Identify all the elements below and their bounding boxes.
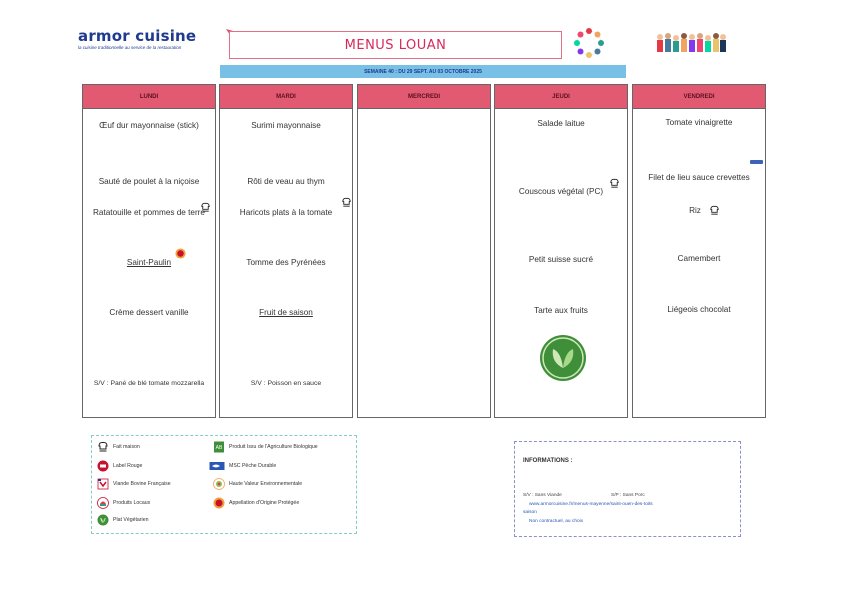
legend-item bbox=[213, 497, 299, 509]
children-group-icon bbox=[655, 30, 727, 58]
dish-main: Filet de lieu sauce crevettes bbox=[648, 173, 750, 182]
aop-icon bbox=[213, 497, 225, 509]
dish-main: Sauté de poulet à la niçoise bbox=[98, 177, 200, 186]
info-menu-link[interactable]: www.armorcuisine.fr/menus-mayenne/saint-ouen-des-toits bbox=[529, 502, 653, 507]
aop-icon bbox=[175, 248, 186, 259]
hve-icon bbox=[213, 478, 225, 490]
dish-cheese: Tomme des Pyrénées bbox=[246, 258, 326, 267]
dish-starter: Tomate vinaigrette bbox=[665, 118, 733, 127]
info-sp-note: S/P : Sans Porc bbox=[611, 493, 645, 498]
chef-hat-icon bbox=[200, 202, 211, 213]
legend-item bbox=[97, 460, 142, 472]
dish-cheese: Saint-Paulin bbox=[126, 258, 172, 267]
day-column-lundi bbox=[82, 84, 216, 418]
day-header bbox=[358, 85, 490, 109]
day-name: MARDI bbox=[276, 93, 296, 100]
msc-icon bbox=[209, 460, 225, 472]
day-name: MERCREDI bbox=[407, 93, 440, 100]
vegetarian-icon bbox=[97, 514, 109, 526]
week-range: SEMAINE 40 : DU 29 SEPT. AU 03 OCTOBRE 2025 bbox=[364, 68, 482, 75]
vegetarian-icon bbox=[539, 334, 587, 382]
day-name: JEUDI bbox=[552, 93, 570, 100]
day-header bbox=[220, 85, 352, 109]
dish-starter: Œuf dur mayonnaise (stick) bbox=[99, 121, 199, 130]
legend-label: Viande Bovine Française bbox=[113, 481, 171, 487]
day-column-vendredi bbox=[632, 84, 766, 418]
day-name: LUNDI bbox=[139, 93, 159, 100]
dish-dairy: Petit suisse sucré bbox=[528, 255, 594, 264]
day-header bbox=[495, 85, 627, 109]
information-panel bbox=[514, 441, 741, 537]
legend-label: Label Rouge bbox=[113, 463, 143, 469]
dish-dessert: Tarte aux fruits bbox=[534, 306, 588, 315]
chef-hat-icon bbox=[97, 441, 109, 453]
dish-vegetarian-alt: S/V : Pané de blé tomate mozzarella bbox=[93, 380, 205, 387]
info-season-note: saison bbox=[523, 510, 537, 515]
label-rouge-icon bbox=[97, 460, 109, 472]
info-sv-note: S/V : Sans Viande bbox=[523, 493, 562, 498]
dish-dessert: Liégeois chocolat bbox=[667, 305, 731, 314]
legend-label: MSC Pêche Durable bbox=[229, 463, 277, 469]
legend-item bbox=[213, 441, 318, 453]
legend-item bbox=[209, 460, 276, 472]
marker-bar bbox=[750, 160, 763, 164]
chef-hat-icon bbox=[609, 178, 620, 189]
week-banner bbox=[220, 65, 626, 78]
dish-side: Haricots plats à la tomate bbox=[239, 208, 333, 217]
legend-label: Haute Valeur Environnementale bbox=[229, 481, 303, 487]
french-beef-icon bbox=[97, 478, 109, 490]
legend-item bbox=[213, 478, 302, 490]
dish-main: Rôti de veau au thym bbox=[247, 177, 325, 186]
day-column-mercredi bbox=[357, 84, 491, 418]
dish-side: Ratatouille et pommes de terre bbox=[93, 208, 205, 217]
organic-ab-icon bbox=[213, 441, 225, 453]
dish-starter: Surimi mayonnaise bbox=[251, 121, 321, 130]
legend-item bbox=[97, 514, 148, 526]
dish-starter: Salade laitue bbox=[537, 119, 585, 128]
svg-text:AB: AB bbox=[215, 445, 223, 451]
day-header bbox=[83, 85, 215, 109]
info-disclaimer: Non contractuel, au choix bbox=[529, 519, 584, 524]
info-title: INFORMATIONS : bbox=[523, 458, 573, 464]
legend-item bbox=[97, 478, 171, 490]
dish-vegetarian-alt: S/V : Poisson en sauce bbox=[250, 380, 322, 387]
legend-label: Produit Issu de l'Agriculture Biologique bbox=[229, 444, 318, 450]
brand-name: armor cuisine bbox=[78, 27, 197, 45]
legend-label: Produits Locaux bbox=[113, 500, 151, 506]
dish-main: Couscous végétal (PC) bbox=[518, 187, 604, 196]
day-column-mardi bbox=[219, 84, 353, 418]
day-header bbox=[633, 85, 765, 109]
legend-item bbox=[97, 441, 140, 453]
menu-title-box bbox=[229, 31, 562, 59]
legend-label: Plat Végétarien bbox=[113, 517, 149, 523]
legend-panel bbox=[91, 435, 357, 534]
legend-item bbox=[97, 497, 150, 509]
chef-hat-icon bbox=[709, 205, 720, 216]
circle-of-people-icon bbox=[573, 27, 605, 59]
legend-label: Appellation d'Origine Protégée bbox=[229, 500, 300, 506]
local-products-icon bbox=[97, 497, 109, 509]
legend-label: Fait maison bbox=[113, 444, 140, 450]
dish-cheese: Camembert bbox=[677, 254, 721, 263]
dish-dessert: Fruit de saison bbox=[259, 308, 313, 317]
dish-dessert: Crème dessert vanille bbox=[109, 308, 189, 317]
chef-hat-icon bbox=[341, 197, 352, 208]
dish-side: Riz bbox=[689, 206, 701, 215]
day-name: VENDREDI bbox=[683, 93, 715, 100]
brand-tagline: la cuisine traditionnelle au service de la restauration bbox=[78, 45, 182, 50]
brand-logo bbox=[78, 28, 208, 50]
page-title: MENUS LOUAN bbox=[344, 37, 447, 53]
